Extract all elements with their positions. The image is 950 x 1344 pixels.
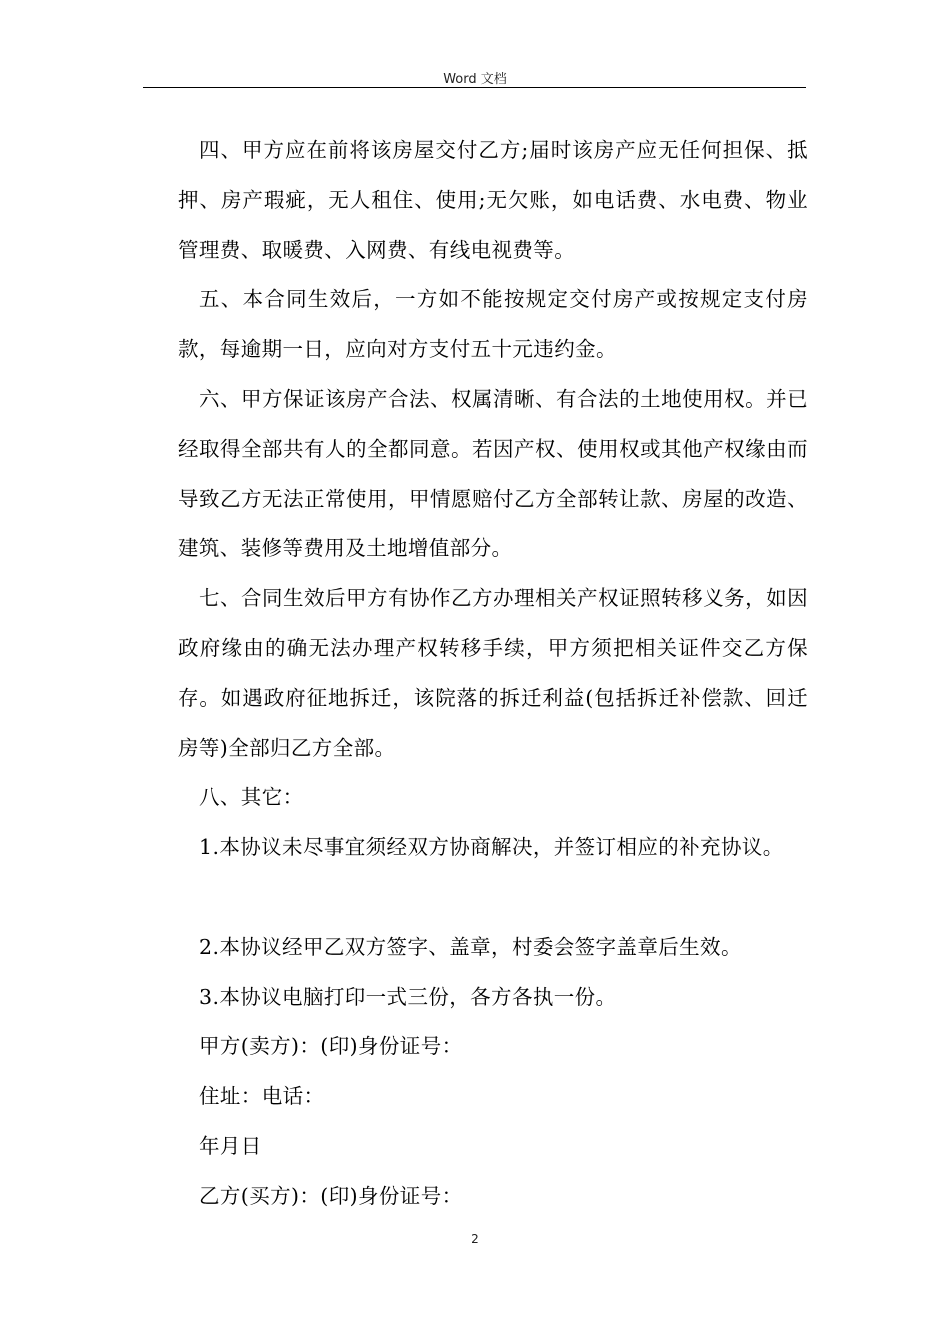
clause-8-item-3: 3.本协议电脑打印一式三份，各方各执一份。 (199, 984, 617, 1009)
party-a-signature-line: 甲方(卖方)：(印)身份证号： (199, 1034, 463, 1059)
clause-5: 五、本合同生效后，一方如不能按规定交付房产或按规定支付房款，每逾期一日，应向对方支付五十元违约金。 (178, 287, 808, 362)
clause-4: 四、甲方应在前将该房屋交付乙方;届时该房产应无任何担保、抵押、房产瑕疵，无人租住、使用;无欠账，如电话费、水电费、物业管理费、取暖费、入网费、有线电视费等。 (178, 138, 808, 262)
clause-8-item-2: 2.本协议经甲乙双方签字、盖章，村委会签字盖章后生效。 (199, 934, 742, 959)
party-a-address-phone: 住址：电话： (199, 1084, 325, 1109)
clause-6: 六、甲方保证该房产合法、权属清晰、有合法的土地使用权。并已经取得全部共有人的全都同意。若因产权、使用权或其他产权缘由而导致乙方无法正常使用，甲情愿赔付乙方全部转让款、房屋的改造、建筑、装修等费用及土地增值部分。 (178, 386, 808, 561)
header-divider (143, 87, 806, 88)
document-body (178, 126, 808, 1222)
blank-line (178, 873, 808, 923)
clause-8-item-1: 1.本协议未尽事宜须经双方协商解决，并签订相应的补充协议。 (199, 835, 784, 860)
page-number: 2 (471, 1232, 479, 1246)
page-header: Word 文档 (443, 72, 507, 87)
party-b-signature-line: 乙方(买方)：(印)身份证号： (199, 1183, 463, 1208)
party-a-date: 年月日 (199, 1133, 262, 1158)
clause-7: 七、合同生效后甲方有协作乙方办理相关产权证照转移义务，如因政府缘由的确无法办理产权转移手续，甲方须把相关证件交乙方保存。如遇政府征地拆迁，该院落的拆迁利益(包括拆迁补偿款、回迁房等)全部归乙方全部。 (178, 586, 808, 760)
clause-8-heading: 八、其它： (199, 785, 304, 810)
